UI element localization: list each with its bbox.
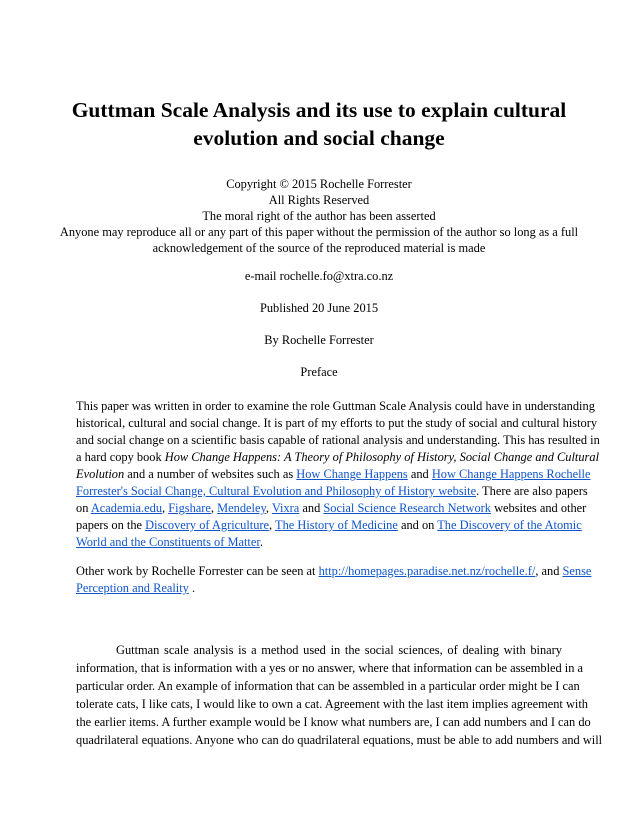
text-run: , and [535,564,563,578]
text-line [76,580,562,597]
preface-paragraph [76,398,600,551]
text-run: a hard copy book [76,450,165,464]
text-run: . [188,581,196,595]
text-line: particular order. An example of information that can be assembled in a particular order might be I can [76,679,580,693]
text-line [76,563,592,580]
text-line: This paper was written in order to examine the role Guttman Scale Analysis could have in understanding [76,399,595,413]
reproduce-line: Anyone may reproduce all or any part of this paper without the permission of the author so long as a full [59,225,579,239]
link-forresters-website[interactable]: Forrester's Social Change, Cultural Evolution and Philosophy of History website [76,484,477,498]
text-run: , [269,518,276,532]
text-run: papers on the [76,518,146,532]
link-figshare[interactable]: Figshare [168,501,211,515]
text-run: , [210,501,218,515]
page-title [60,96,578,152]
text-line [76,500,587,517]
text-line: quadrilateral equations. Anyone who can do quadrilateral equations, must be able to add numbers and will [76,733,603,747]
text-run: Other work by Rochelle Forrester can be seen at [76,564,319,578]
link-discovery-of-agriculture[interactable]: Discovery of Agriculture [145,518,270,532]
text-run: , [265,501,272,515]
text-run: websites and other [490,501,587,515]
text-line [76,449,600,466]
link-ssrn[interactable]: Social Science Research Network [323,501,491,515]
email-line: e-mail rochelle.fo@xtra.co.nz [244,269,394,283]
link-discovery-atomic-world[interactable]: The Discovery of the Atomic [437,518,582,532]
text-line: tolerate cats, I like cats, I would like to own a cat. Agreement with the last item implies agreement with [76,697,588,711]
link-how-change-happens[interactable]: How Change Happens [296,467,408,481]
published-line: Published 20 June 2015 [259,301,379,315]
link-constituents-of-matter[interactable]: World and the Constituents of Matter [76,535,260,549]
link-sense-perception-reality[interactable]: Perception and Reality [76,581,189,595]
link-homepage[interactable]: http://homepages.paradise.net.nz/rochelle.f/ [318,564,536,578]
book-title-end: Evolution [76,467,125,481]
text-line: information, that is information with a yes or no answer, where that information can be assembled in a [76,661,584,675]
moral-right-line: The moral right of the author has been asserted [202,209,436,223]
preface-heading: Preface [300,365,338,379]
text-line: and social change on a scientific basis capable of rational analysis and understanding. This has resulted in [76,433,600,447]
text-run: , [162,501,169,515]
link-how-change-happens-rochelle[interactable]: How Change Happens Rochelle [431,467,591,481]
link-history-of-medicine[interactable]: The History of Medicine [275,518,398,532]
text-run: and [299,501,324,515]
text-line [76,534,562,551]
text-line: the earlier items. A further example would be I know what numbers are, I can add numbers and I can do [76,715,591,729]
text-line: Guttman scale analysis is a method used in the social sciences, of dealing with binary [116,643,562,657]
text-run: and [407,467,432,481]
title-line-2: evolution and social change [193,126,445,150]
byline: By Rochelle Forrester [264,333,374,347]
text-line [76,466,591,483]
text-run: and a number of websites such as [124,467,297,481]
text-line: historical, cultural and social change. It is part of my efforts to put the study of social and cultural history [76,416,598,430]
text-run: . [259,535,263,549]
acknowledgement-line: acknowledgement of the source of the reproduced material is made [152,241,486,255]
rights-line: All Rights Reserved [268,193,370,207]
link-mendeley[interactable]: Mendeley [217,501,266,515]
text-line [76,483,588,500]
book-title: How Change Happens: A Theory of Philosophy of History, Social Change and Cultural [164,450,600,464]
guttman-paragraph [76,641,603,749]
text-run: on [76,501,91,515]
text-run: and on [397,518,438,532]
text-line [76,517,582,534]
other-work-paragraph [76,563,592,597]
copyright-line: Copyright © 2015 Rochelle Forrester [226,177,412,191]
title-line-1: Guttman Scale Analysis and its use to explain cultural [71,98,567,122]
link-sense-perception[interactable]: Sense [562,564,592,578]
text-run: . There are also papers [476,484,588,498]
link-vixra[interactable]: Vixra [271,501,300,515]
copyright-block [40,176,598,256]
link-academia[interactable]: Academia.edu [90,501,163,515]
